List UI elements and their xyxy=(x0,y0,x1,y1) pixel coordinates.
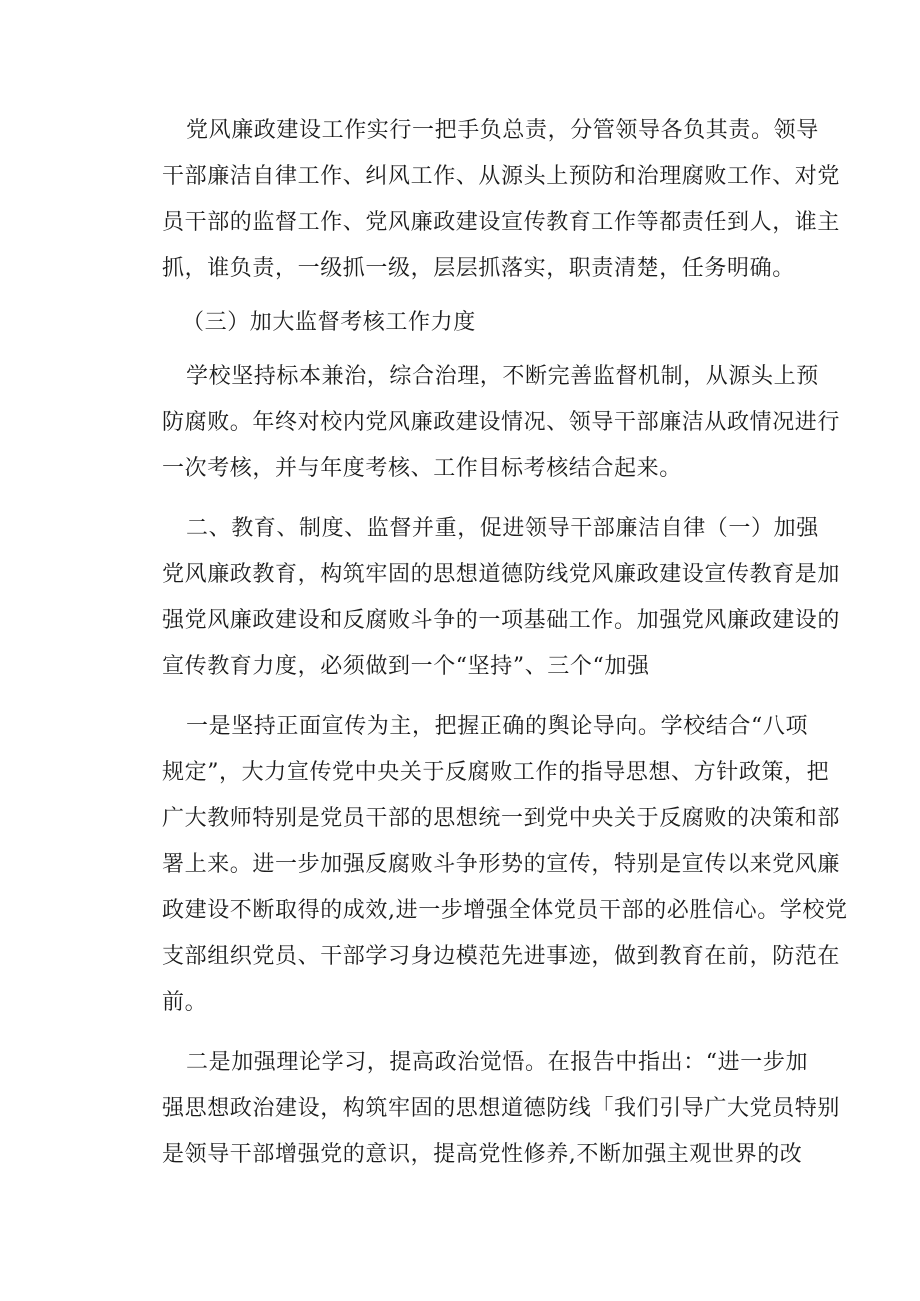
section-heading-supervision xyxy=(162,300,802,346)
paragraph-line: 强思想政治建设，构筑牢固的思想道德防线「我们引导广大党员特别 xyxy=(162,1096,841,1121)
paragraph-line: 二、教育、制度、监督并重，促进领导干部廉洁自律（一）加强 xyxy=(186,516,819,541)
paragraph-theory-study xyxy=(162,1040,841,1178)
paragraph-line: 学校坚持标本兼治，综合治理，不断完善监督机制，从源头上预 xyxy=(186,364,819,389)
paragraph-line: 员干部的监督工作、党风廉政建设宣传教育工作等都责任到人，谁主 xyxy=(162,210,841,235)
paragraph-line: 一次考核，并与年度考核、工作目标考核结合起来。 xyxy=(162,456,682,481)
paragraph-line: 是领导干部增强党的意识，提高党性修养,不断加强主观世界的改 xyxy=(162,1142,803,1167)
paragraph-line: 广大教师特别是党员干部的思想统一到党中央关于反腐败的决策和部 xyxy=(162,806,841,831)
paragraph-line: 政建设不断取得的成效,进一步增强全体党员干部的必胜信心。学校党 xyxy=(162,898,848,923)
paragraph-line: 规定”，大力宣传党中央关于反腐败工作的指导思想、方针政策，把 xyxy=(162,760,830,785)
paragraph-responsibility xyxy=(162,108,841,292)
paragraph-line: 署上来。进一步加强反腐败斗争形势的宣传，特别是宣传以来党风廉 xyxy=(162,852,841,877)
paragraph-line: 强党风廉政建设和反腐败斗争的一项基础工作。加强党风廉政建设的 xyxy=(162,608,841,633)
paragraph-line: 防腐败。年终对校内党风廉政建设情况、领导干部廉洁从政情况进行 xyxy=(162,410,841,435)
paragraph-line: 二是加强理论学习，提高政治觉悟。在报告中指出：“进一步加 xyxy=(186,1050,809,1075)
paragraph-line: 宣传教育力度，必须做到一个“坚持”、三个“加强 xyxy=(162,654,650,679)
section-heading-text: （三）加大监督考核工作力度 xyxy=(182,310,476,335)
paragraph-education-section xyxy=(162,506,841,690)
paragraph-line: 前。 xyxy=(162,990,208,1015)
paragraph-line: 党风廉政教育，构筑牢固的思想道德防线党风廉政建设宣传教育是加 xyxy=(162,562,841,587)
paragraph-positive-publicity xyxy=(162,704,848,1026)
paragraph-line: 支部组织党员、干部学习身边模范先进事迹，做到教育在前，防范在 xyxy=(162,944,841,969)
paragraph-line: 干部廉洁自律工作、纠风工作、从源头上预防和治理腐败工作、对党 xyxy=(162,164,841,189)
paragraph-line: 一是坚持正面宣传为主，把握正确的舆论导向。学校结合“八项 xyxy=(186,714,809,739)
paragraph-line: 党风廉政建设工作实行一把手负总责，分管领导各负其责。领导 xyxy=(186,118,819,143)
paragraph-supervision xyxy=(162,354,841,492)
paragraph-line: 抓，谁负责，一级抓一级，层层抓落实，职责清楚，任务明确。 xyxy=(162,256,795,281)
document-body xyxy=(162,108,848,1178)
